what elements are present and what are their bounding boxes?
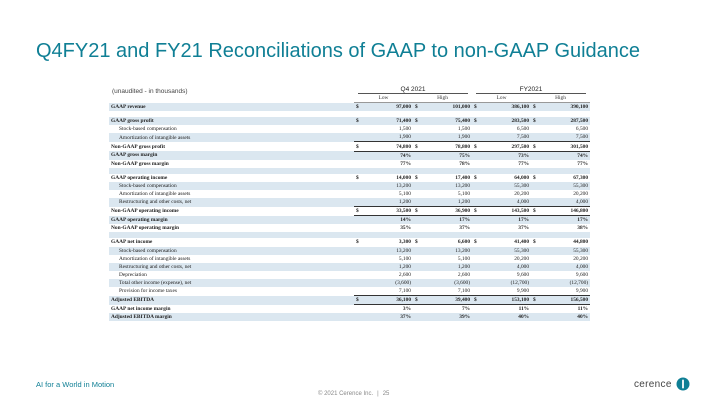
currency-symbol — [354, 255, 366, 263]
table-row — [109, 224, 590, 232]
currency-symbol — [413, 224, 425, 232]
value-cell: 3,300 — [398, 239, 412, 246]
value-cell: 1,500 — [457, 126, 471, 133]
footer-separator: | — [377, 391, 379, 397]
value-cell: 44,800 — [573, 239, 589, 246]
value-cell: 1,200 — [366, 263, 413, 271]
row-label: Amortization of intangible assets — [119, 190, 191, 197]
currency-symbol — [472, 125, 484, 133]
currency-symbol: $ — [474, 174, 477, 181]
row-label: Restructuring and other costs, net — [109, 263, 354, 271]
currency-symbol — [531, 160, 543, 168]
value-cell: (12,700) — [484, 279, 531, 287]
row-label: GAAP operating margin — [109, 216, 354, 225]
period-header-fy: FY2021 — [476, 86, 586, 94]
copyright: © 2021 Cerence Inc. — [318, 391, 374, 397]
row-label: GAAP revenue — [109, 103, 354, 112]
value-cell: 67,300 — [573, 174, 589, 181]
value-cell: 64,000 — [514, 174, 530, 181]
value-cell: 55,300 — [543, 182, 590, 190]
currency-symbol: $ — [415, 239, 418, 246]
value-cell: 7,100 — [457, 288, 471, 295]
value-cell: 37% — [518, 225, 530, 232]
tagline: AI for a World in Motion — [36, 380, 115, 389]
table-row — [109, 142, 590, 151]
value-cell: 97,000 — [366, 103, 413, 112]
value-cell: 36,100 — [366, 296, 413, 305]
value-cell: 5,100 — [457, 255, 471, 262]
currency-symbol: $ — [472, 117, 484, 125]
value-cell: 11% — [518, 306, 530, 313]
currency-symbol — [472, 216, 484, 225]
currency-symbol — [531, 279, 543, 287]
currency-symbol — [354, 224, 366, 232]
currency-symbol: $ — [415, 174, 418, 181]
currency-symbol — [354, 133, 366, 142]
value-cell: 36,900 — [425, 207, 472, 216]
value-cell: 17% — [484, 216, 531, 225]
value-cell: 1,200 — [366, 198, 413, 207]
currency-symbol: $ — [413, 103, 425, 112]
value-cell: 7,500 — [543, 133, 590, 142]
value-cell: 5,100 — [457, 190, 471, 197]
value-cell: 78% — [459, 160, 471, 167]
table-row — [109, 263, 590, 271]
value-cell: 77% — [400, 160, 412, 167]
value-cell: 74,800 — [366, 142, 413, 151]
value-cell: 77% — [518, 160, 530, 167]
value-cell: 17,400 — [455, 174, 471, 181]
table-row — [109, 296, 590, 305]
currency-symbol — [413, 271, 425, 279]
currency-symbol — [413, 198, 425, 207]
currency-symbol — [472, 305, 484, 314]
value-cell: 17% — [543, 216, 590, 225]
currency-symbol — [354, 182, 366, 190]
value-cell: 55,300 — [484, 247, 531, 255]
currency-symbol: $ — [356, 239, 359, 246]
currency-symbol — [472, 287, 484, 296]
value-cell: 301,500 — [543, 142, 590, 151]
currency-symbol — [413, 313, 425, 321]
currency-symbol — [531, 247, 543, 255]
table-row — [109, 287, 590, 296]
unaudited-note: (unaudited - in thousands) — [112, 88, 188, 95]
currency-symbol — [413, 151, 425, 160]
currency-symbol: $ — [533, 174, 536, 181]
currency-symbol — [472, 182, 484, 190]
value-cell: 41,400 — [514, 239, 530, 246]
currency-symbol — [354, 160, 366, 168]
table-row — [109, 279, 590, 287]
value-cell: 9,900 — [575, 288, 589, 295]
value-cell: 40% — [484, 313, 531, 321]
currency-symbol — [531, 151, 543, 160]
page-number: 25 — [382, 391, 390, 397]
value-cell: 7,100 — [398, 288, 412, 295]
currency-symbol — [531, 216, 543, 225]
currency-symbol — [413, 247, 425, 255]
currency-symbol — [413, 279, 425, 287]
currency-symbol: $ — [356, 174, 359, 181]
value-cell: 6,600 — [457, 239, 471, 246]
row-label: GAAP gross profit — [109, 117, 354, 125]
currency-symbol — [472, 279, 484, 287]
value-cell: 6,500 — [575, 126, 589, 133]
value-cell: 4,000 — [484, 263, 531, 271]
currency-symbol: $ — [354, 142, 366, 151]
currency-symbol — [531, 271, 543, 279]
row-label: Depreciation — [119, 271, 147, 278]
currency-symbol — [354, 263, 366, 271]
value-cell: 2,600 — [457, 271, 471, 278]
value-cell: 71,400 — [366, 117, 413, 125]
value-cell: 55,300 — [543, 247, 590, 255]
value-cell: 101,000 — [425, 103, 472, 112]
value-cell: 143,500 — [484, 207, 531, 216]
value-cell: 75% — [425, 151, 472, 160]
value-cell: 37% — [366, 313, 413, 321]
value-cell: 20,200 — [514, 255, 530, 262]
table-row — [109, 174, 590, 182]
value-cell: 3% — [402, 306, 412, 313]
value-cell: 153,100 — [484, 296, 531, 305]
value-cell: 74% — [366, 151, 413, 160]
currency-symbol — [472, 271, 484, 279]
value-cell: 77% — [577, 160, 589, 167]
value-cell: 14,000 — [396, 174, 412, 181]
table-row — [109, 198, 590, 207]
value-cell: 39% — [425, 313, 472, 321]
value-cell: 11% — [577, 306, 589, 313]
cerence-logo-icon — [676, 377, 690, 391]
row-label: Non-GAAP operating income — [111, 208, 179, 215]
row-label: GAAP gross margin — [109, 151, 354, 160]
currency-symbol — [531, 224, 543, 232]
value-cell: 390,100 — [543, 103, 590, 112]
value-cell: 73% — [484, 151, 531, 160]
row-label: GAAP net income — [111, 239, 153, 246]
footer — [318, 391, 389, 397]
row-label: Total other income (expense), net — [109, 279, 354, 287]
currency-symbol: $ — [533, 239, 536, 246]
subheader-q4-low: Low — [354, 94, 413, 103]
currency-symbol — [413, 160, 425, 168]
value-cell: 7% — [461, 306, 471, 313]
table-row — [109, 103, 590, 112]
table-row — [109, 151, 590, 160]
value-cell: 1,200 — [425, 263, 472, 271]
currency-symbol — [472, 160, 484, 168]
currency-symbol — [531, 313, 543, 321]
row-label: Adjusted EBITDA margin — [109, 313, 354, 321]
subheader-row — [109, 94, 590, 103]
value-cell: 287,500 — [543, 117, 590, 125]
value-cell: (12,700) — [543, 279, 590, 287]
value-cell: 9,900 — [516, 288, 530, 295]
value-cell: 6,500 — [516, 126, 530, 133]
table-row — [109, 305, 590, 314]
value-cell: 35% — [400, 225, 412, 232]
currency-symbol — [472, 198, 484, 207]
value-cell: 78,800 — [425, 142, 472, 151]
value-cell: 20,200 — [573, 255, 589, 262]
table-row — [109, 125, 590, 133]
currency-symbol — [531, 133, 543, 142]
row-label: Stock-based compensation — [109, 247, 354, 255]
subheader-fy-low: Low — [472, 94, 531, 103]
table-row — [109, 117, 590, 125]
currency-symbol: $ — [472, 103, 484, 112]
reconciliation-table — [109, 94, 590, 321]
value-cell: 2,600 — [398, 271, 412, 278]
value-cell: 40% — [543, 313, 590, 321]
currency-symbol — [531, 263, 543, 271]
row-label: Amortization of intangible assets — [119, 255, 191, 262]
row-label: Stock-based compensation — [119, 126, 177, 133]
currency-symbol — [354, 313, 366, 321]
currency-symbol: $ — [472, 207, 484, 216]
currency-symbol: $ — [413, 117, 425, 125]
value-cell: 4,000 — [484, 198, 531, 207]
value-cell: 4,000 — [543, 263, 590, 271]
value-cell: 5,100 — [398, 255, 412, 262]
table-row — [109, 190, 590, 198]
currency-symbol — [472, 263, 484, 271]
currency-symbol — [531, 198, 543, 207]
currency-symbol: $ — [531, 207, 543, 216]
row-label: Non-GAAP gross profit — [111, 143, 166, 150]
value-cell: 37% — [459, 225, 471, 232]
currency-symbol: $ — [354, 103, 366, 112]
value-cell: 1,900 — [425, 133, 472, 142]
currency-symbol — [531, 287, 543, 296]
value-cell: 17% — [425, 216, 472, 225]
table-row — [109, 133, 590, 142]
period-header-q4: Q4 2021 — [358, 86, 468, 94]
row-label: GAAP operating income — [111, 174, 168, 181]
currency-symbol — [531, 125, 543, 133]
currency-symbol: $ — [531, 296, 543, 305]
row-label: Restructuring and other costs, net — [109, 198, 354, 207]
currency-symbol — [354, 287, 366, 296]
row-label: Adjusted EBITDA — [109, 296, 354, 305]
currency-symbol — [531, 255, 543, 263]
table-row — [109, 182, 590, 190]
value-cell: 38% — [577, 225, 589, 232]
row-label: GAAP net income margin — [111, 305, 171, 312]
currency-symbol — [413, 263, 425, 271]
value-cell: 33,500 — [366, 207, 413, 216]
table-row — [109, 216, 590, 225]
currency-symbol: $ — [413, 207, 425, 216]
value-cell: 1,900 — [366, 133, 413, 142]
value-cell: 386,100 — [484, 103, 531, 112]
value-cell: 4,000 — [543, 198, 590, 207]
currency-symbol — [354, 125, 366, 133]
row-label: Non-GAAP gross margin — [111, 160, 169, 167]
value-cell: 20,200 — [573, 190, 589, 197]
value-cell: 13,200 — [425, 247, 472, 255]
table-row — [109, 207, 590, 216]
value-cell: 14% — [366, 216, 413, 225]
currency-symbol: $ — [474, 239, 477, 246]
currency-symbol — [531, 182, 543, 190]
slide-title: Q4FY21 and FY21 Reconciliations of GAAP to non-GAAP Guidance — [36, 40, 641, 62]
currency-symbol — [531, 190, 543, 198]
currency-symbol: $ — [413, 296, 425, 305]
currency-symbol: $ — [472, 142, 484, 151]
currency-symbol — [472, 133, 484, 142]
value-cell: 55,300 — [484, 182, 531, 190]
value-cell: 283,500 — [484, 117, 531, 125]
currency-symbol — [413, 125, 425, 133]
currency-symbol — [413, 305, 425, 314]
value-cell: 7,500 — [484, 133, 531, 142]
table-row — [109, 247, 590, 255]
currency-symbol — [472, 190, 484, 198]
currency-symbol — [413, 190, 425, 198]
value-cell: 13,200 — [425, 182, 472, 190]
currency-symbol — [472, 151, 484, 160]
currency-symbol — [413, 133, 425, 142]
currency-symbol — [354, 151, 366, 160]
subheader-q4-high: High — [413, 94, 472, 103]
table-row — [109, 313, 590, 321]
currency-symbol: $ — [354, 296, 366, 305]
value-cell: 20,200 — [514, 190, 530, 197]
value-cell: 156,500 — [543, 296, 590, 305]
currency-symbol — [531, 305, 543, 314]
currency-symbol — [354, 247, 366, 255]
currency-symbol: $ — [531, 103, 543, 112]
value-cell: (3,600) — [366, 279, 413, 287]
value-cell: 74% — [543, 151, 590, 160]
currency-symbol — [413, 182, 425, 190]
currency-symbol — [354, 216, 366, 225]
cerence-logo — [634, 376, 690, 392]
table-row — [109, 238, 590, 246]
currency-symbol — [413, 255, 425, 263]
currency-symbol — [472, 313, 484, 321]
currency-symbol: $ — [413, 142, 425, 151]
value-cell: 9,600 — [575, 271, 589, 278]
table-row — [109, 255, 590, 263]
value-cell: 13,200 — [366, 182, 413, 190]
logo-wordmark: cerence — [634, 378, 672, 390]
value-cell: 1,200 — [425, 198, 472, 207]
currency-symbol — [472, 224, 484, 232]
value-cell: (3,600) — [425, 279, 472, 287]
row-label: Amortization of intangible assets — [109, 133, 354, 142]
subheader-fy-high: High — [531, 94, 590, 103]
row-label: Stock-based compensation — [109, 182, 354, 190]
table-row — [109, 271, 590, 279]
currency-symbol: $ — [354, 207, 366, 216]
currency-symbol: $ — [354, 117, 366, 125]
value-cell: 1,500 — [398, 126, 412, 133]
currency-symbol — [472, 255, 484, 263]
currency-symbol — [354, 305, 366, 314]
value-cell: 13,200 — [366, 247, 413, 255]
row-label: Non-GAAP operating margin — [111, 225, 179, 232]
currency-symbol — [354, 279, 366, 287]
currency-symbol — [413, 216, 425, 225]
value-cell: 146,800 — [543, 207, 590, 216]
value-cell: 9,600 — [516, 271, 530, 278]
currency-symbol: $ — [472, 296, 484, 305]
value-cell: 39,400 — [425, 296, 472, 305]
value-cell: 297,500 — [484, 142, 531, 151]
value-cell: 5,100 — [398, 190, 412, 197]
table-row — [109, 160, 590, 168]
currency-symbol — [354, 271, 366, 279]
currency-symbol — [354, 190, 366, 198]
currency-symbol: $ — [531, 117, 543, 125]
currency-symbol — [413, 287, 425, 296]
value-cell: 75,400 — [425, 117, 472, 125]
row-label: Provision for income taxes — [119, 288, 177, 295]
currency-symbol — [354, 198, 366, 207]
currency-symbol: $ — [531, 142, 543, 151]
currency-symbol — [472, 247, 484, 255]
